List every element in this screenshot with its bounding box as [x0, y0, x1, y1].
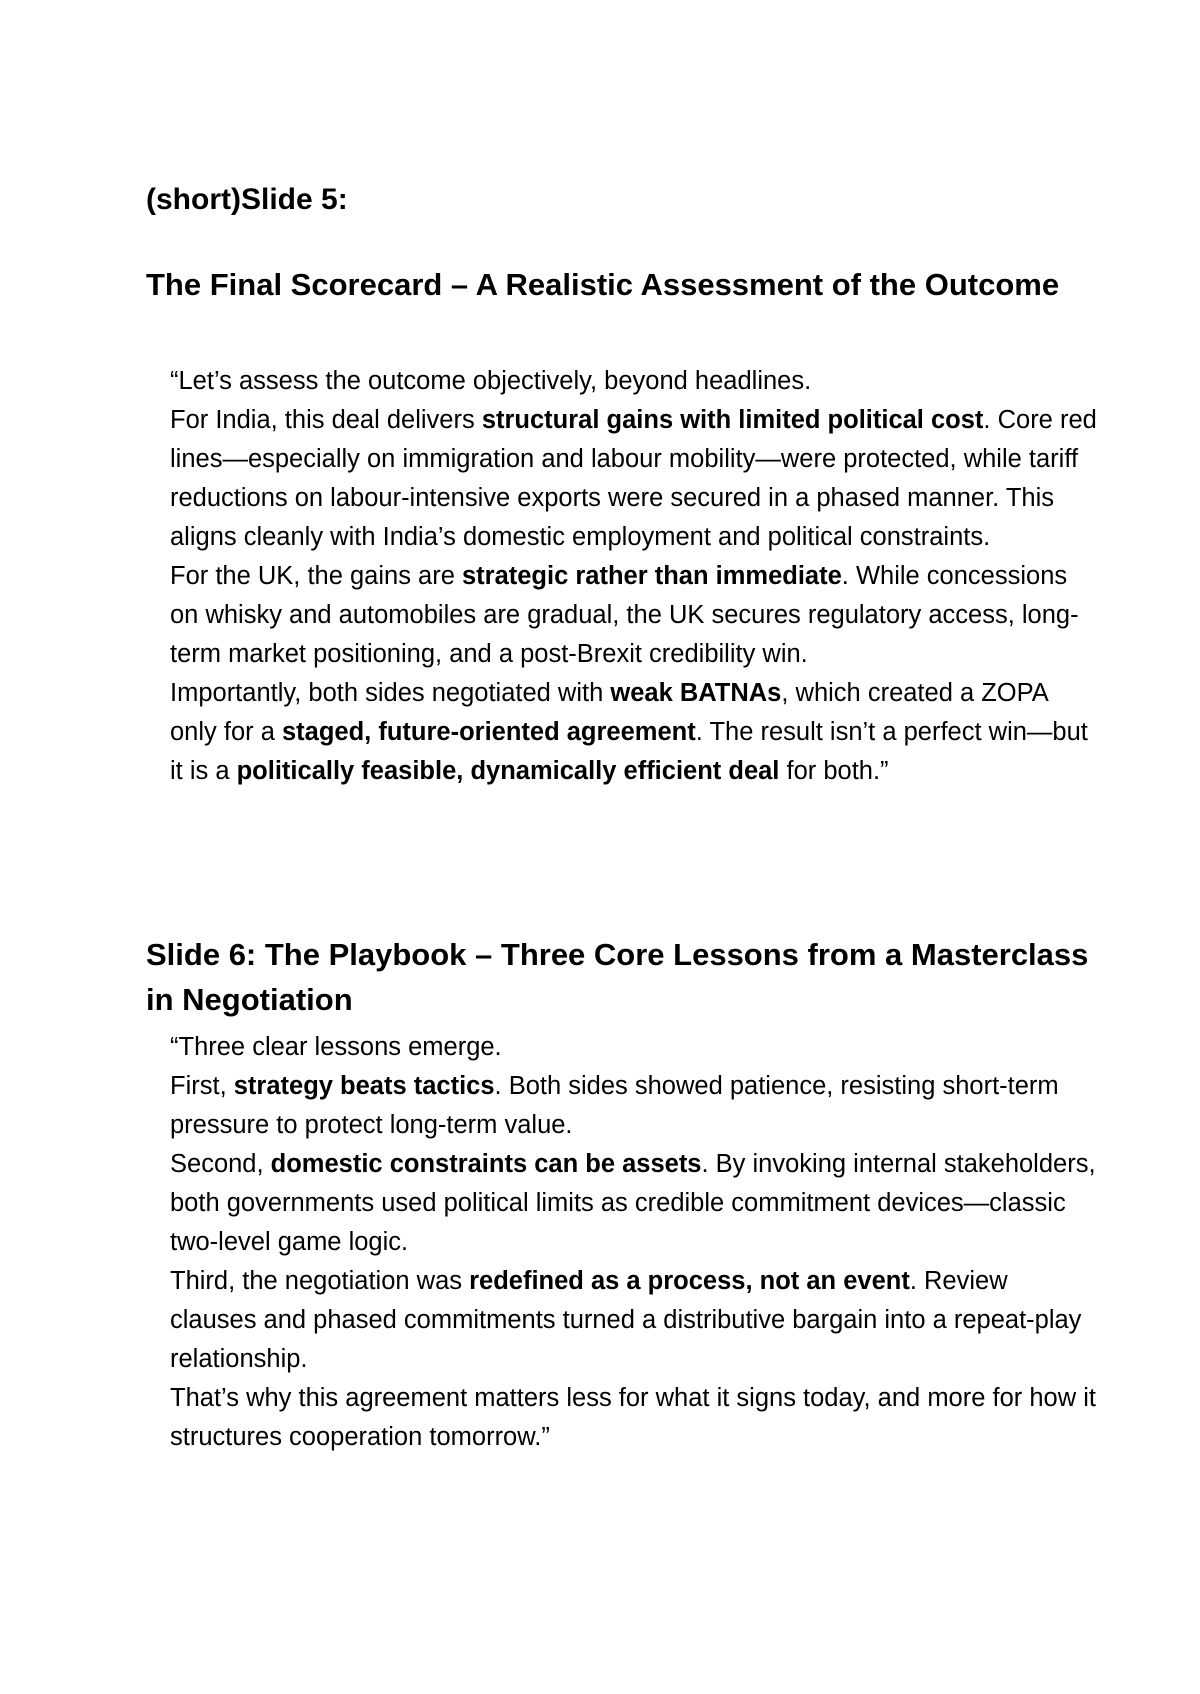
- slide-6-heading: Slide 6: The Playbook – Three Core Lessons from a Masterclass in Negotiation: [146, 937, 1089, 1017]
- emphasis: strategy beats tactics: [233, 1072, 495, 1100]
- slide-6-conclusion: That’s why this agreement matters less for what it signs today, and more for how it structures cooperation tomorrow.”: [170, 1384, 1096, 1451]
- slide-5-uk-paragraph: For the UK, the gains are strategic rather than immediate. While concessions on whisky and automobiles are gradual, the UK secures regulatory access, long-term market positioning, and a post-Brexit credibility win.: [170, 562, 1079, 668]
- slide-5-india-paragraph: For India, this deal delivers structural gains with limited political cost. Core red lines—especially on immigration and labour mobility—were protected, while tariff reductions on labour-intensive exports were secured in a phased manner. This aligns cleanly with India’s domestic employment and political constraints.: [170, 406, 1097, 551]
- slide-5-intro: “Let’s assess the outcome objectively, beyond headlines.: [170, 367, 812, 395]
- emphasis: domestic constraints can be assets: [270, 1150, 702, 1178]
- emphasis: politically feasible, dynamically efficient deal: [236, 757, 780, 785]
- slide-6-body: [170, 1028, 1100, 1457]
- slide-6-lesson-1: First, strategy beats tactics. Both sides showed patience, resisting short-term pressure to protect long-term value.: [170, 1072, 1059, 1139]
- slide-6-lesson-2: Second, domestic constraints can be assets. By invoking internal stakeholders, both governments used political limits as credible commitment devices—classic two-level game logic.: [170, 1150, 1096, 1256]
- emphasis: weak BATNAs: [610, 679, 782, 707]
- emphasis: staged, future-oriented agreement: [281, 718, 696, 746]
- emphasis: strategic rather than immediate: [461, 562, 842, 590]
- emphasis: redefined as a process, not an event: [469, 1267, 910, 1295]
- slide-6-intro: “Three clear lessons emerge.: [170, 1033, 502, 1061]
- emphasis: structural gains with limited political cost: [481, 406, 984, 434]
- slide-5-batna-paragraph: Importantly, both sides negotiated with weak BATNAs, which created a ZOPA only for a staged, future-oriented agreement. The result isn’t a perfect win—but it is a politically feasible, dynamically efficient deal for both.”: [170, 679, 1088, 785]
- slide-6-lesson-3: Third, the negotiation was redefined as a process, not an event. Review clauses and phased commitments turned a distributive bargain into a repeat-play relationship.: [170, 1267, 1082, 1373]
- slide-5-label: (short)Slide 5:: [146, 183, 348, 216]
- slide-5-body: [170, 362, 1100, 791]
- slide-5-heading: The Final Scorecard – A Realistic Assessment of the Outcome: [146, 267, 1060, 302]
